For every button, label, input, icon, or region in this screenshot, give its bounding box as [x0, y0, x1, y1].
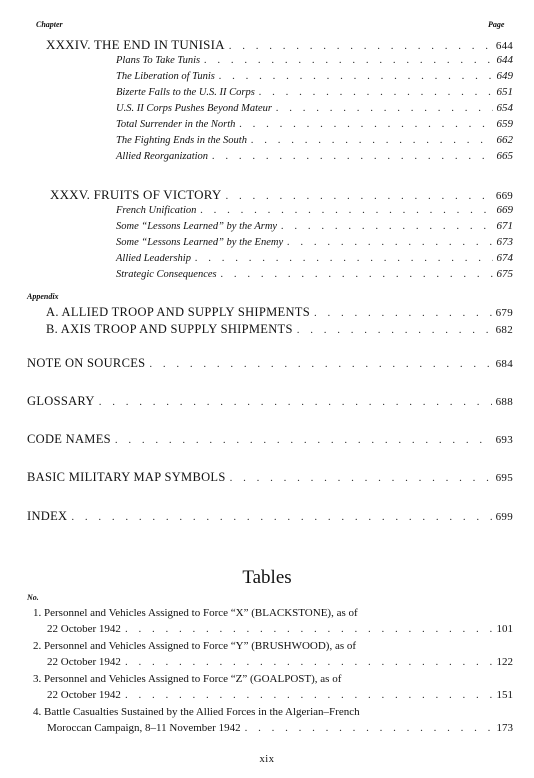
page-number: 679	[495, 307, 513, 319]
page-number: 649	[496, 70, 513, 82]
table-entry-line: 22 October 1942	[47, 656, 121, 668]
toc-entry-code-names[interactable]	[27, 432, 513, 447]
entry-title: GLOSSARY	[27, 394, 95, 408]
toc-entry-chapter-34[interactable]	[46, 37, 513, 53]
table-entry-line: 22 October 1942	[47, 623, 121, 635]
page-number: 654	[496, 102, 513, 114]
toc-entry-glossary[interactable]	[27, 394, 513, 409]
toc-entry-appendix-b[interactable]	[46, 322, 513, 337]
toc-entry-index[interactable]	[27, 509, 513, 524]
section-title: Some “Lessons Learned” by the Army	[116, 221, 278, 232]
leader-dots	[230, 472, 492, 484]
leader-dots	[219, 70, 493, 82]
page-number: 693	[495, 434, 513, 446]
appendix-title: B. AXIS TROOP AND SUPPLY SHIPMENTS	[46, 322, 293, 336]
page-number: 699	[495, 511, 513, 523]
toc-entry-note-on-sources[interactable]	[27, 356, 513, 371]
section-title: The Liberation of Tunis	[116, 71, 215, 82]
page-number: 173	[496, 722, 513, 734]
leader-dots	[297, 324, 492, 336]
toc-entry-section[interactable]	[116, 86, 513, 98]
section-title: Allied Reorganization	[116, 151, 209, 162]
toc-entry-section[interactable]	[116, 150, 513, 162]
page-number: 669	[496, 204, 513, 216]
chapter-column-label: Chapter	[36, 20, 63, 29]
page-number: 669	[495, 190, 513, 202]
leader-dots	[99, 396, 492, 408]
page-number: 122	[496, 656, 513, 668]
toc-entry-appendix-a[interactable]	[46, 305, 513, 320]
leader-dots	[212, 150, 492, 162]
leader-dots	[239, 118, 492, 130]
appendix-label: Appendix	[27, 292, 59, 301]
table-entry-1[interactable]	[47, 623, 513, 635]
page-number: 673	[496, 236, 513, 248]
toc-entry-section[interactable]	[116, 236, 513, 248]
table-entry-4[interactable]	[47, 722, 513, 734]
leader-dots	[259, 86, 493, 98]
section-title: Strategic Consequences	[116, 269, 217, 280]
toc-entry-section[interactable]	[116, 268, 513, 280]
toc-entry-section[interactable]	[116, 134, 513, 146]
table-entry-2[interactable]	[47, 656, 513, 668]
table-entry-line[interactable]: 3. Personnel and Vehicles Assigned to Force “Z” (GOALPOST), as of	[33, 673, 342, 685]
page-number: 684	[495, 358, 513, 370]
leader-dots	[204, 54, 492, 66]
section-title: French Unification	[116, 205, 197, 216]
section-title: Allied Leadership	[116, 253, 191, 264]
page-number: 662	[496, 134, 513, 146]
leader-dots	[195, 252, 493, 264]
page-number: 695	[495, 472, 513, 484]
section-title: Some “Lessons Learned” by the Enemy	[116, 237, 284, 248]
leader-dots	[287, 236, 492, 248]
chapter-title: XXXIV. THE END IN TUNISIA	[46, 37, 225, 52]
leader-dots	[71, 511, 491, 523]
entry-title: BASIC MILITARY MAP SYMBOLS	[27, 470, 226, 484]
tables-heading: Tables	[242, 567, 292, 588]
leader-dots	[245, 722, 493, 734]
leader-dots	[314, 307, 492, 319]
page-number: 671	[496, 220, 513, 232]
page-number: 682	[495, 324, 513, 336]
leader-dots	[251, 134, 493, 146]
table-entry-line: Moroccan Campaign, 8–11 November 1942	[47, 722, 241, 734]
page-number: 674	[496, 252, 513, 264]
entry-title: INDEX	[27, 509, 68, 523]
toc-entry-section[interactable]	[116, 118, 513, 130]
table-entry-3[interactable]	[47, 689, 513, 701]
page-number: 151	[496, 689, 513, 701]
table-entry-line[interactable]: 4. Battle Casualties Sustained by the Allied Forces in the Algerian–French	[33, 706, 360, 718]
section-title: Bizerte Falls to the U.S. II Corps	[116, 87, 255, 98]
page-number: 651	[496, 86, 513, 98]
table-entry-line: 22 October 1942	[47, 689, 121, 701]
toc-entry-chapter-35[interactable]	[50, 187, 513, 203]
toc-entry-map-symbols[interactable]	[27, 470, 513, 485]
toc-entry-section[interactable]	[116, 54, 513, 66]
toc-entry-section[interactable]	[116, 220, 513, 232]
leader-dots	[149, 358, 491, 370]
page-number: 644	[496, 54, 513, 66]
entry-title: CODE NAMES	[27, 432, 111, 446]
page-number: 644	[495, 40, 513, 52]
page-number: 659	[496, 118, 513, 130]
page-number: 688	[495, 396, 513, 408]
section-title: Plans To Take Tunis	[116, 55, 201, 66]
entry-title: NOTE ON SOURCES	[27, 356, 146, 370]
section-title: Total Surrender in the North	[116, 119, 236, 130]
toc-entry-section[interactable]	[116, 70, 513, 82]
leader-dots	[125, 623, 493, 635]
toc-entry-section[interactable]	[116, 204, 513, 216]
page-number: 101	[496, 623, 513, 635]
table-entry-line[interactable]: 1. Personnel and Vehicles Assigned to Force “X” (BLACKSTONE), as of	[33, 607, 358, 619]
page-column-label: Page	[488, 20, 505, 29]
page-number: 675	[496, 268, 513, 280]
leader-dots	[115, 434, 492, 446]
footer-page-number: xix	[259, 754, 275, 765]
leader-dots	[276, 102, 492, 114]
leader-dots	[225, 190, 491, 202]
section-title: The Fighting Ends in the South	[116, 135, 247, 146]
chapter-title: XXXV. FRUITS OF VICTORY	[50, 187, 222, 202]
leader-dots	[200, 204, 492, 216]
leader-dots	[125, 689, 493, 701]
toc-entry-section[interactable]	[116, 252, 513, 264]
section-title: U.S. II Corps Pushes Beyond Mateur	[116, 103, 273, 114]
leader-dots	[221, 268, 493, 280]
appendix-title: A. ALLIED TROOP AND SUPPLY SHIPMENTS	[46, 305, 310, 319]
table-entry-line[interactable]: 2. Personnel and Vehicles Assigned to Force “Y” (BRUSHWOOD), as of	[33, 640, 357, 652]
page-number: 665	[496, 150, 513, 162]
toc-entry-section[interactable]	[116, 102, 513, 114]
leader-dots	[125, 656, 493, 668]
leader-dots	[281, 220, 492, 232]
tables-number-label: No.	[27, 593, 39, 602]
leader-dots	[229, 40, 492, 52]
